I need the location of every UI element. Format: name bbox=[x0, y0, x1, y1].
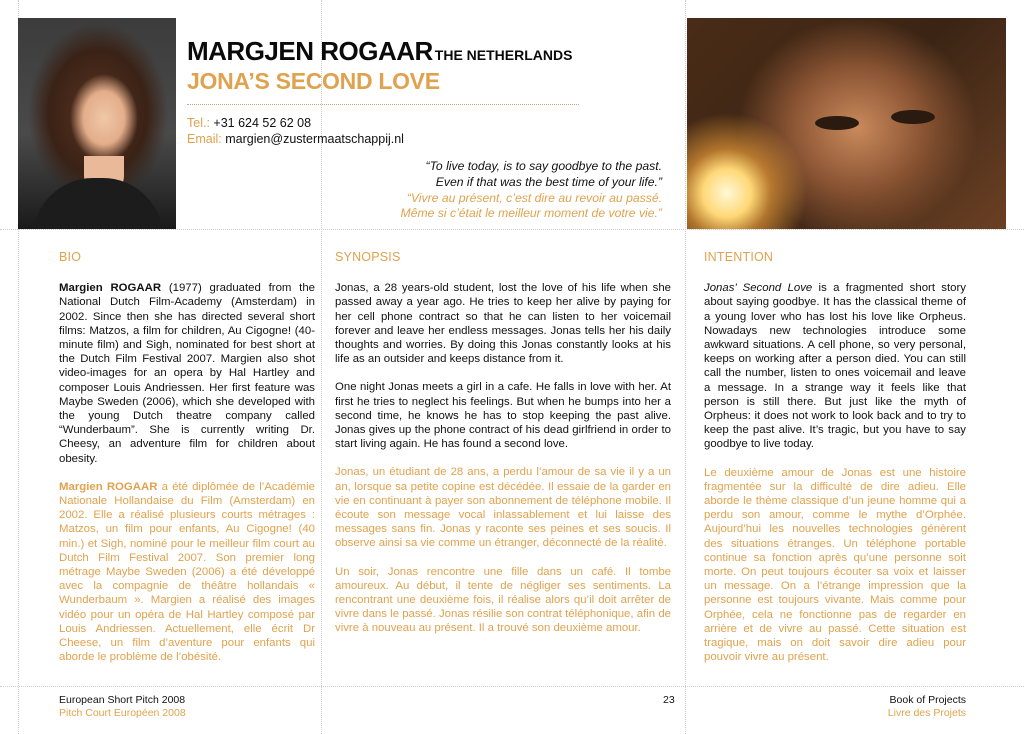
intention-column bbox=[704, 250, 966, 678]
bio-en-name: Margien ROGAAR bbox=[59, 282, 162, 295]
film-still-photo bbox=[687, 18, 1006, 229]
tel-value: +31 624 52 62 08 bbox=[213, 116, 312, 130]
bio-fr-paragraph bbox=[59, 480, 315, 665]
guide-col2 bbox=[685, 0, 686, 734]
bio-en-paragraph bbox=[59, 281, 315, 466]
synopsis-en-p1: Jonas, a 28 years-old student, lost the love of his life when she passed away a year ago. He tries to keep her alive by paying for her cell phone contract so that he can listen to her voicemail forever and leave her endless messages. Jonas tells her his daily thoughts and worries. By doing this Jonas constantly looks at his life as an outsider and keeps distance from it. bbox=[335, 282, 671, 366]
intention-en-paragraph bbox=[704, 281, 966, 451]
email-link[interactable]: margien@zustermaatschappij.nl bbox=[225, 132, 404, 146]
synopsis-column bbox=[335, 250, 671, 650]
header-divider bbox=[0, 229, 1024, 230]
footer-right bbox=[888, 694, 966, 720]
synopsis-heading: SYNOPSIS bbox=[335, 250, 401, 264]
footer-left-fr: Pitch Court Européen 2008 bbox=[59, 707, 186, 719]
director-name: MARGJEN ROGAAR bbox=[187, 36, 433, 66]
tel-label: Tel.: bbox=[187, 116, 210, 130]
bio-en-text: (1977) graduated from the National Dutch Film-Academy (Amsterdam) in 2002. Since then she has directed several short films: Matzos, a film for children, Au Cigogne! (40-minute film) and Sigh, nominated for best short at the Dutch Film Festival 2007. Margien also shot video-images for an opera by Hal Hartley and composer Louis Andriessen. Her first feature was Maybe Sweden (2006), which she developed with the young Dutch theatre company called “Wunderbaum”. She is currently writing Dr. Cheesy, an adventure film for children about obesity. bbox=[59, 282, 315, 465]
intention-en-text: is a fragmented short story about saying goodbye. It has the classical theme of a young lover who has lost his love like Orpheus. Nowadays new technologies introduce some awkward situations. A cell phone, so very personal, keeps on working after a person died. You can still call the number, listen to ones voicemail and leave a message. In a strange way it feels like that person is still there. But just like the myth of Orpheus: it does not work to look back and to try to keep the past alive. It’s tragic, but you have to say goodbye to live today. bbox=[704, 282, 966, 451]
name-row bbox=[187, 36, 572, 67]
footer-divider bbox=[0, 686, 1024, 687]
quote-en-line-1: “To live today, is to say goodbye to the past. bbox=[425, 159, 662, 173]
bio-column bbox=[59, 250, 315, 678]
synopsis-fr-p2: Un soir, Jonas rencontre une fille dans un café. Il tombe amoureux. Au début, il tente de négliger ses sentiments. La rencontrant une deuxième fois, il réalise alors qu’il doit arrêter de vivre dans le passé. Jonas résilie son contrat téléphonique, afin de vivre à nouveau au présent. Il a trouvé son deuxième amour. bbox=[335, 565, 671, 635]
intention-en-title: Jonas’ Second Love bbox=[704, 282, 813, 295]
title-divider bbox=[187, 104, 579, 105]
intention-fr-paragraph: Le deuxième amour de Jonas est une histoire fragmentée sur la difficulté de dire adieu. Elle aborde le thème classique d’un jeune homme qui a perdu son amour, comme le mythe d’Orphée. Aujourd’hui les nouvelles technologies génèrent des situations étranges. Un téléphone portable continue sa fonction après qu’une personne soit morte. On peut toujours écouter sa voix et laisser un message. On a l’étrange impression que la personne est toujours vivante. Mais comme pour Orphée, cela ne fonctionne pas de regarder en arrière et de vivre au passé. Cette situation est tragique, mais on doit savoir dire adieu pour pouvoir vivre au présent. bbox=[704, 466, 966, 664]
email-label: Email: bbox=[187, 132, 222, 146]
footer-right-en: Book of Projects bbox=[889, 694, 966, 706]
bio-fr-name: Margien ROGAAR bbox=[59, 480, 158, 493]
synopsis-fr-p1: Jonas, un étudiant de 28 ans, a perdu l’amour de sa vie il y a un an, lorsque sa petite copine est décédée. Il essaie de la garder en vie en continuant à payer son abonnement de téléphone mobile. Il écoute son message vocal inlassablement et lui laisse des messages sans fin. Jonas y raconte ses peines et ses soucis. Il observe ainsi sa vie comme un étranger, déconnecté de la réalité. bbox=[335, 466, 671, 550]
footer-left bbox=[59, 694, 186, 720]
guide-col1 bbox=[321, 0, 322, 734]
director-photo bbox=[18, 18, 176, 229]
quote-fr-line-2: Même si c’était le meilleur moment de votre vie.” bbox=[400, 206, 662, 220]
page-number: 23 bbox=[663, 694, 675, 706]
tel-row bbox=[187, 116, 311, 130]
bio-fr-text: a été diplômée de l’Académie Nationale Hollandaise du Film (Amsterdam) en 2002. Elle a réalisé plusieurs courts métrages : Matzos, un film pour enfants, Au Cigogne! (40 min.) et Sigh, nominé pour le meilleur film court au Dutch Film Festival 2007. Son premier long métrage Maybe Sweden (2006) a été développé avec la compagnie de théâtre hollandais « Wunderbaum ». Margien a réalisé des images vidéo pour un opéra de Hal Hartley composé par Louis Andriessen. Actuellement, elle écrit Dr Cheese, un film d’aventure pour enfants qui aborde le problème de l’obésité. bbox=[59, 480, 315, 664]
footer-right-fr: Livre des Projets bbox=[887, 707, 966, 719]
email-row bbox=[187, 132, 404, 146]
bio-heading: BIO bbox=[59, 250, 82, 264]
synopsis-en-p2: One night Jonas meets a girl in a cafe. He falls in love with her. At first he tries to neglect his feelings. But when he bumps into her a second time, he knows he has to stop keeping the past alive. Jonas gives up the phone contract of his dead girlfriend in order to start living again. He has found a second love. bbox=[335, 381, 671, 451]
footer-left-en: European Short Pitch 2008 bbox=[59, 694, 186, 706]
quote-en-line-2: Even if that was the best time of your life.” bbox=[435, 175, 662, 189]
quote-fr-line-1: “Vivre au présent, c’est dire au revoir au passé. bbox=[406, 191, 662, 205]
country: THE NETHERLANDS bbox=[434, 47, 573, 63]
intention-heading: INTENTION bbox=[704, 250, 774, 264]
film-title: JONA’S SECOND LOVE bbox=[187, 68, 440, 94]
